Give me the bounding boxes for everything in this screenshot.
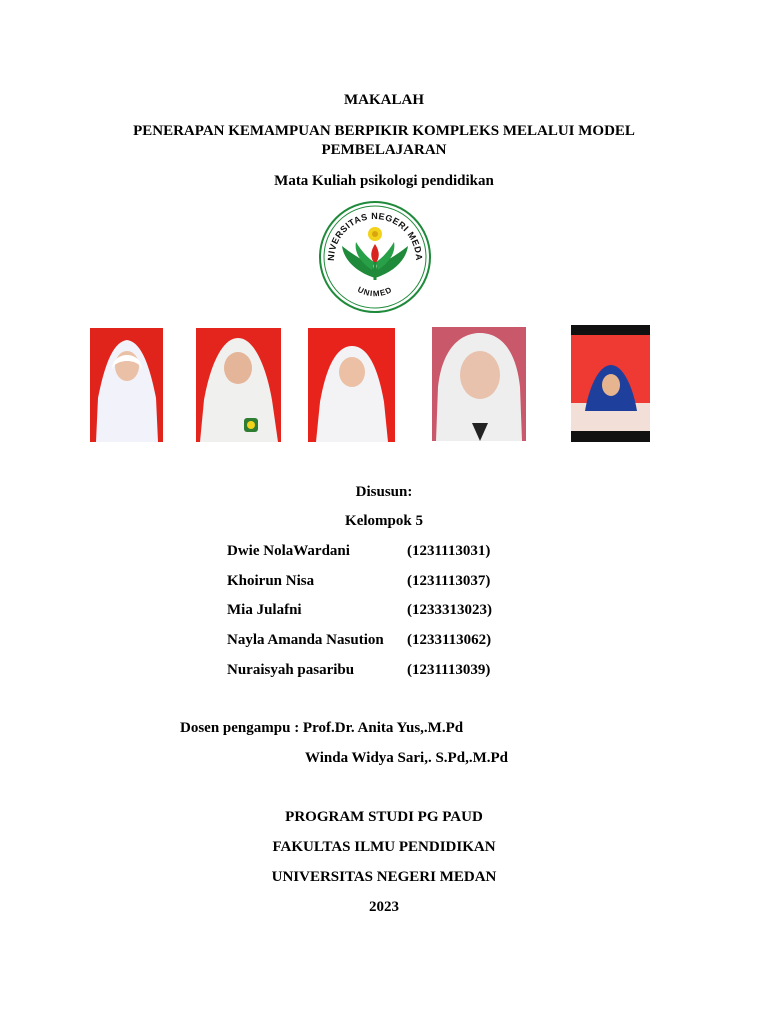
- member-row: [227, 662, 547, 682]
- member-photo-5: [571, 325, 650, 442]
- faculty-name: FAKULTAS ILMU PENDIDIKAN: [272, 839, 496, 855]
- document-subtitle-line2: PEMBELAJARAN: [321, 142, 447, 158]
- member-row: [227, 632, 547, 652]
- compiled-by-label: Disusun:: [355, 484, 413, 500]
- lecturer-line-2: Winda Widya Sari,. S.Pd,.M.Pd: [305, 750, 508, 766]
- svg-text:UNIMED: UNIMED: [356, 284, 394, 299]
- member-photo-2: [196, 328, 281, 442]
- course-name: Mata Kuliah psikologi pendidikan: [274, 173, 494, 189]
- member-name: Dwie NolaWardani: [227, 543, 350, 559]
- member-photo-4: [432, 327, 526, 441]
- lecturer-line-1: Dosen pengampu : Prof.Dr. Anita Yus,.M.Pd: [180, 720, 464, 736]
- member-name: Mia Julafni: [227, 602, 302, 618]
- member-id: (1233113062): [407, 632, 492, 648]
- document-title: MAKALAH: [344, 92, 424, 108]
- document-year: 2023: [369, 899, 399, 915]
- document-subtitle-line1: PENERAPAN KEMAMPUAN BERPIKIR KOMPLEKS MELALUI MODEL: [133, 123, 635, 139]
- unimed-logo-icon: [316, 200, 434, 314]
- member-name: Nuraisyah pasaribu: [227, 662, 355, 678]
- member-row: [227, 573, 547, 593]
- group-label: Kelompok 5: [345, 513, 423, 529]
- member-name: Khoirun Nisa: [227, 573, 315, 589]
- member-row: [227, 543, 547, 563]
- member-photo-3: [308, 328, 395, 442]
- svg-text:UNIVERSITAS NEGERI MEDAN: NIVERSITAS NEGERI MEDA: [325, 210, 425, 262]
- member-id: (1231113039): [407, 662, 491, 678]
- university-logo: [316, 200, 434, 314]
- university-name: UNIVERSITAS NEGERI MEDAN: [271, 869, 497, 885]
- member-id: (1231113031): [407, 543, 491, 559]
- member-id: (1231113037): [407, 573, 491, 589]
- member-photo-1: [90, 328, 163, 442]
- member-id: (1233313023): [407, 602, 492, 618]
- study-program: PROGRAM STUDI PG PAUD: [285, 809, 483, 825]
- member-name: Nayla Amanda Nasution: [227, 632, 384, 648]
- member-row: [227, 602, 547, 622]
